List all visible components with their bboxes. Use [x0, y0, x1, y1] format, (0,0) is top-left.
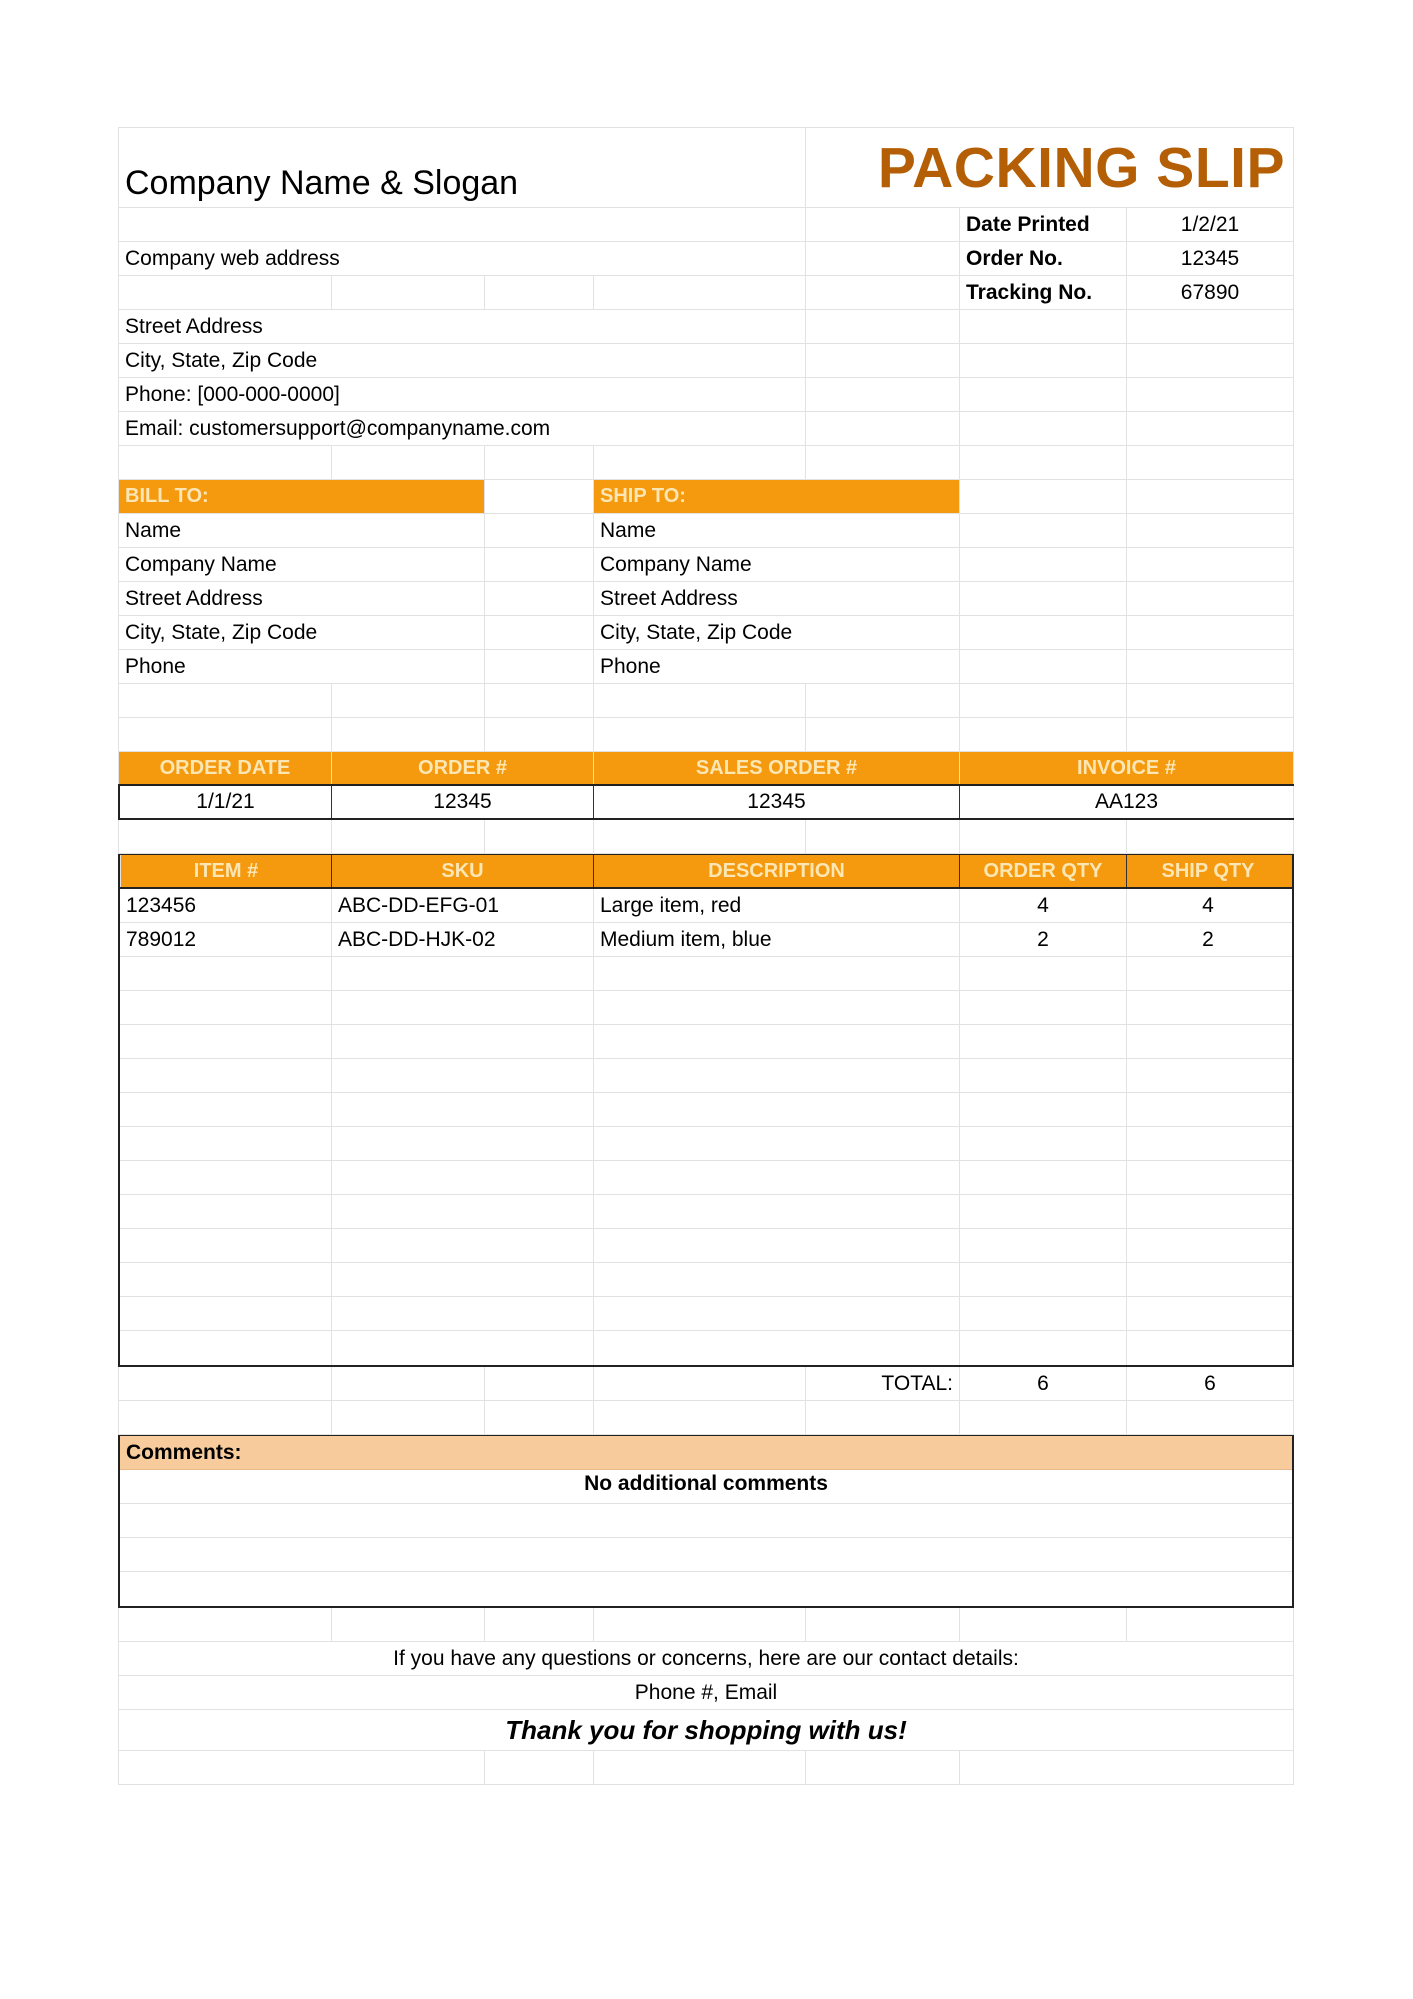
order-date-header: ORDER DATE [118, 752, 332, 784]
ship-to-line[interactable]: City, State, Zip Code [594, 616, 960, 649]
ship-qty-header: SHIP QTY [1161, 859, 1255, 882]
blank-row [118, 446, 1294, 480]
ship-qty-cell[interactable] [1127, 957, 1289, 990]
blank-row [118, 1401, 1294, 1435]
bill-to-line[interactable]: City, State, Zip Code [118, 616, 485, 649]
ship-to-header: SHIP TO: [594, 480, 960, 513]
bill-ship-row [118, 582, 1294, 616]
sku-cell[interactable] [332, 1297, 594, 1330]
ship-qty-cell[interactable]: 4 [1202, 893, 1214, 917]
bill-to-line[interactable]: Name [118, 514, 485, 547]
bill-ship-header-row [118, 480, 1294, 514]
ship-qty-cell[interactable] [1127, 1093, 1289, 1126]
description-cell[interactable] [594, 957, 960, 990]
table-row [120, 1331, 1292, 1365]
title-row [118, 127, 1294, 208]
order-qty-cell[interactable] [960, 1263, 1127, 1296]
blank-row [118, 718, 1294, 752]
meta-row [118, 208, 1294, 242]
table-row [120, 1127, 1292, 1161]
description-cell[interactable]: Large item, red [594, 889, 960, 922]
order-qty-cell[interactable] [960, 1195, 1127, 1228]
total-order-qty: 6 [960, 1367, 1127, 1400]
ship-qty-cell[interactable] [1127, 1127, 1289, 1160]
comments-blank-line[interactable] [120, 1538, 1292, 1571]
meta-value-date-printed[interactable]: 1/2/21 [1127, 208, 1294, 241]
bill-to-line[interactable]: Company Name [118, 548, 485, 581]
company-name[interactable]: Company Name & Slogan [118, 128, 806, 207]
order-qty-cell[interactable] [960, 1127, 1127, 1160]
item-number-cell[interactable]: 789012 [120, 923, 332, 956]
comments-box [118, 1434, 1294, 1608]
item-number-cell[interactable] [120, 1195, 332, 1228]
total-ship-qty: 6 [1127, 1367, 1294, 1400]
sku-cell[interactable]: ABC-DD-HJK-02 [332, 923, 594, 956]
item-number-cell[interactable] [120, 1297, 332, 1330]
order-qty-cell[interactable] [960, 991, 1127, 1024]
comments-header [120, 1436, 1292, 1470]
table-row [120, 1025, 1292, 1059]
sku-cell[interactable]: ABC-DD-EFG-01 [332, 889, 594, 922]
description-header: DESCRIPTION [594, 855, 960, 887]
table-row [120, 957, 1292, 991]
bill-ship-row [118, 548, 1294, 582]
comments-blank-line[interactable] [120, 1504, 1292, 1537]
description-cell[interactable] [594, 1127, 960, 1160]
order-info-values-row [118, 786, 1294, 820]
item-number-header: ITEM # [120, 855, 332, 887]
ship-qty-cell[interactable] [1127, 1195, 1289, 1228]
order-qty-cell[interactable] [960, 1059, 1127, 1092]
meta-value-order-no[interactable]: 12345 [1127, 242, 1294, 275]
table-row [120, 1093, 1292, 1127]
description-cell[interactable] [594, 1263, 960, 1296]
sku-cell[interactable] [332, 1263, 594, 1296]
item-number-cell[interactable] [120, 1263, 332, 1296]
bill-ship-row [118, 616, 1294, 650]
order-number-header: ORDER # [332, 752, 594, 784]
document-title: PACKING SLIP [806, 128, 1294, 207]
ship-qty-cell[interactable] [1127, 1229, 1289, 1262]
ship-to-line[interactable]: Phone [594, 650, 960, 683]
description-cell[interactable] [594, 1025, 960, 1058]
sku-cell[interactable] [332, 957, 594, 990]
sku-cell[interactable] [332, 1025, 594, 1058]
ship-to-line[interactable]: Company Name [594, 548, 960, 581]
sku-cell[interactable] [332, 1059, 594, 1092]
footer-row [118, 1642, 1294, 1676]
address-row [118, 412, 1294, 446]
description-cell[interactable] [594, 1297, 960, 1330]
footer-contact-details: Phone #, Email [118, 1676, 1294, 1709]
table-row [120, 1195, 1292, 1229]
company-phone[interactable]: Phone: [000-000-0000] [118, 378, 806, 411]
meta-label: Date Printed [960, 208, 1127, 241]
sku-cell[interactable] [332, 1229, 594, 1262]
order-qty-header: ORDER QTY [960, 855, 1127, 887]
item-number-cell[interactable] [120, 991, 332, 1024]
table-row [120, 923, 1292, 957]
table-row [120, 1161, 1292, 1195]
invoice-header: INVOICE # [960, 752, 1294, 784]
items-table [118, 853, 1294, 1367]
comments-label: Comments: [126, 1440, 242, 1464]
footer-row [118, 1676, 1294, 1710]
blank-row [118, 1751, 1294, 1785]
sku-cell[interactable] [332, 991, 594, 1024]
address-row [118, 344, 1294, 378]
total-label: TOTAL: [806, 1367, 960, 1400]
comments-blank-line[interactable] [120, 1572, 1292, 1606]
item-number-cell[interactable] [120, 1161, 332, 1194]
comments-row [120, 1538, 1292, 1572]
order-qty-cell[interactable] [960, 1331, 1127, 1365]
items-header-row [120, 855, 1292, 889]
ship-qty-cell[interactable] [1127, 1161, 1289, 1194]
invoice-value[interactable]: AA123 [960, 786, 1294, 818]
company-street[interactable]: Street Address [118, 310, 806, 343]
order-date-value[interactable]: 1/1/21 [118, 786, 332, 818]
bill-ship-row [118, 650, 1294, 684]
sku-cell[interactable] [332, 1093, 594, 1126]
comments-row [120, 1504, 1292, 1538]
meta-row [118, 242, 1294, 276]
total-row [118, 1367, 1294, 1401]
order-qty-cell[interactable]: 2 [960, 923, 1127, 956]
order-qty-cell[interactable] [960, 1297, 1127, 1330]
item-number-cell[interactable] [120, 957, 332, 990]
ship-qty-cell[interactable] [1127, 1331, 1289, 1365]
table-row [120, 889, 1292, 923]
order-qty-cell[interactable] [960, 1025, 1127, 1058]
footer-row [118, 1710, 1294, 1751]
ship-qty-cell[interactable]: 2 [1202, 927, 1214, 951]
address-row [118, 310, 1294, 344]
item-number-cell[interactable] [120, 1127, 332, 1160]
comments-row [120, 1470, 1292, 1504]
order-qty-cell[interactable] [960, 957, 1127, 990]
table-row [120, 1059, 1292, 1093]
ship-qty-cell[interactable] [1127, 1297, 1289, 1330]
bill-to-header: BILL TO: [118, 480, 485, 513]
meta-row [118, 276, 1294, 310]
ship-qty-cell[interactable] [1127, 991, 1289, 1024]
sku-cell[interactable] [332, 1161, 594, 1194]
order-qty-cell[interactable]: 4 [960, 889, 1127, 922]
comments-text[interactable]: No additional comments [584, 1472, 828, 1495]
sales-order-header: SALES ORDER # [594, 752, 960, 784]
footer-thanks: Thank you for shopping with us! [118, 1710, 1294, 1750]
item-number-cell[interactable] [120, 1331, 332, 1365]
meta-label: Tracking No. [960, 276, 1127, 309]
bill-to-line[interactable]: Street Address [118, 582, 485, 615]
description-cell[interactable] [594, 1161, 960, 1194]
comments-row [120, 1572, 1292, 1606]
description-cell[interactable]: Medium item, blue [594, 923, 960, 956]
table-row [120, 1229, 1292, 1263]
description-cell[interactable] [594, 1229, 960, 1262]
footer-contact-line: If you have any questions or concerns, here are our contact details: [118, 1642, 1294, 1675]
item-number-cell[interactable] [120, 1025, 332, 1058]
order-qty-cell[interactable] [960, 1093, 1127, 1126]
order-info-header-row [118, 752, 1294, 786]
blank-row [118, 820, 1294, 854]
address-row [118, 378, 1294, 412]
table-row [120, 1297, 1292, 1331]
sku-cell[interactable] [332, 1331, 594, 1365]
table-row [120, 991, 1292, 1025]
item-number-cell[interactable] [120, 1229, 332, 1262]
company-email[interactable]: Email: customersupport@companyname.com [118, 412, 806, 445]
sku-cell[interactable] [332, 1127, 594, 1160]
sku-header: SKU [332, 855, 594, 887]
ship-to-line[interactable]: Street Address [594, 582, 960, 615]
description-cell[interactable] [594, 1093, 960, 1126]
ship-qty-cell[interactable] [1127, 1025, 1289, 1058]
sku-cell[interactable] [332, 1195, 594, 1228]
blank-row [118, 684, 1294, 718]
bill-to-line[interactable]: Phone [118, 650, 485, 683]
description-cell[interactable] [594, 1059, 960, 1092]
description-cell[interactable] [594, 1195, 960, 1228]
order-qty-cell[interactable] [960, 1229, 1127, 1262]
sales-order-value[interactable]: 12345 [594, 786, 960, 818]
meta-value-tracking-no[interactable]: 67890 [1127, 276, 1294, 309]
packing-slip-sheet [118, 127, 1294, 1785]
item-number-cell[interactable] [120, 1093, 332, 1126]
meta-label: Order No. [960, 242, 1127, 275]
ship-qty-cell[interactable] [1127, 1059, 1289, 1092]
item-number-cell[interactable] [120, 1059, 332, 1092]
ship-to-line[interactable]: Name [594, 514, 960, 547]
item-number-cell[interactable]: 123456 [120, 889, 332, 922]
order-number-value[interactable]: 12345 [332, 786, 594, 818]
company-web-address[interactable]: Company web address [118, 242, 806, 275]
order-qty-cell[interactable] [960, 1161, 1127, 1194]
company-city[interactable]: City, State, Zip Code [118, 344, 806, 377]
bill-ship-row [118, 514, 1294, 548]
ship-qty-cell[interactable] [1127, 1263, 1289, 1296]
description-cell[interactable] [594, 1331, 960, 1365]
description-cell[interactable] [594, 991, 960, 1024]
blank-row [118, 1608, 1294, 1642]
table-row [120, 1263, 1292, 1297]
